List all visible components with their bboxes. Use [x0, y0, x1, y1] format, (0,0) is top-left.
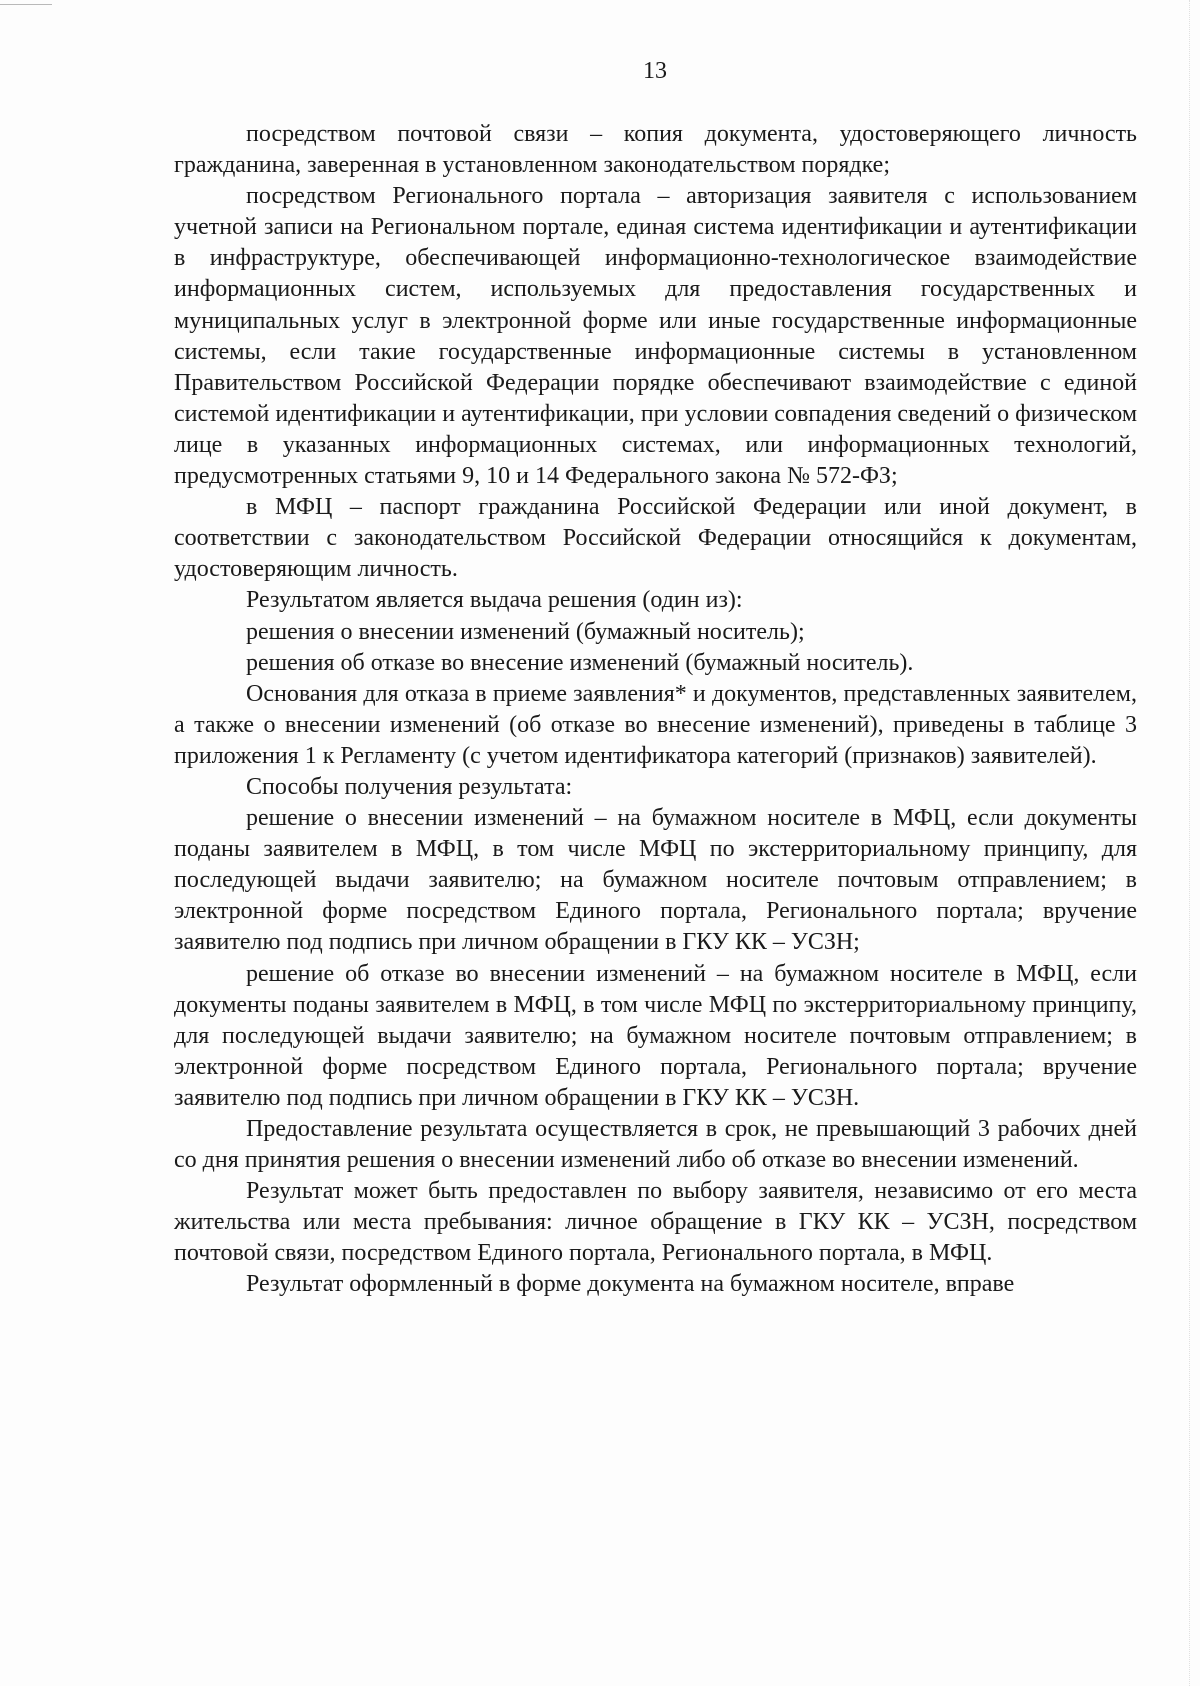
paragraph-mfc-passport: в МФЦ – паспорт гражданина Российской Федерации или иной документ, в соответствии с законодательством Российской Федерации относящийся к документам, удостоверяющим личность.: [174, 494, 1137, 583]
paragraph-result-change-decision: решения о внесении изменений (бумажный носитель);: [246, 618, 805, 645]
paragraph-methods-heading: Способы получения результата:: [246, 773, 573, 800]
scan-edge: [1189, 0, 1190, 1686]
paragraph-regional-portal-auth: посредством Регионального портала – авторизация заявителя с использованием учетной записи на Региональном портале, единая система идентификации и аутентификации в инфраструктуре, обеспечивающей информационно-технологическое взаимодействие информационных систем, используемых для предоставления государственных и муниципальных услуг в электронной форме или иные государственные информационные системы, если такие государственные информационные системы в установленном Правительством Российской Федерации порядке обеспечивают взаимодействие с единой системой идентификации и аутентификации, при условии совпадения сведений о физическом лице в указанных информационных системах, или информационных технологий, предусмотренных статьями 9, 10 и 14 Федерального закона № 572-ФЗ;: [174, 183, 1137, 490]
page-number: 13: [643, 58, 667, 84]
paragraph-postal-identity: посредством почтовой связи – копия документа, удостоверяющего личность гражданина, заверенная в установленном законодательством порядке;: [174, 121, 1137, 179]
scan-artifact-line: [0, 4, 52, 5]
paragraph-method-refusal-decision: решение об отказе во внесении изменений – на бумажном носителе в МФЦ, если документы поданы заявителем в МФЦ, в том числе МФЦ по экстерриториальному принципу, для последующей выдачи заявителю; на бумажном носителе почтовым отправлением; в электронной форме посредством Единого портала, Регионального портала; вручение заявителю под подпись при личном обращении в ГКУ КК – УСЗН.: [174, 960, 1137, 1111]
paragraph-refusal-grounds: Основания для отказа в приеме заявления* и документов, представленных заявителем, а также о внесении изменений (об отказе во внесение изменений), приведены в таблице 3 приложения 1 к Регламенту (с учетом идентификатора категорий (признаков) заявителей).: [174, 680, 1137, 769]
paragraph-result-intro: Результатом является выдача решения (один из):: [246, 587, 743, 614]
paragraph-paper-result: Результат оформленный в форме документа на бумажном носителе, вправе: [246, 1271, 1015, 1298]
paragraph-result-deadline: Предоставление результата осуществляется в срок, не превышающий 3 рабочих дней со дня принятия решения о внесении изменений либо об отказе во внесении изменений.: [174, 1116, 1137, 1174]
paragraph-result-choice: Результат может быть предоставлен по выбору заявителя, независимо от его места жительства или места пребывания: личное обращение в ГКУ КК – УСЗН, посредством почтовой связи, посредством Единого портала, Регионального портала, в МФЦ.: [174, 1178, 1137, 1267]
paragraph-method-change-decision: решение о внесении изменений – на бумажном носителе в МФЦ, если документы поданы заявителем в МФЦ, в том числе МФЦ по экстерриториальному принципу, для последующей выдачи заявителю; на бумажном носителе почтовым отправлением; в электронной форме посредством Единого портала, Регионального портала; вручение заявителю под подпись при личном обращении в ГКУ КК – УСЗН;: [174, 805, 1137, 956]
document-body: [174, 119, 1137, 1301]
paragraph-result-refusal-decision: решения об отказе во внесение изменений (бумажный носитель).: [246, 649, 914, 676]
